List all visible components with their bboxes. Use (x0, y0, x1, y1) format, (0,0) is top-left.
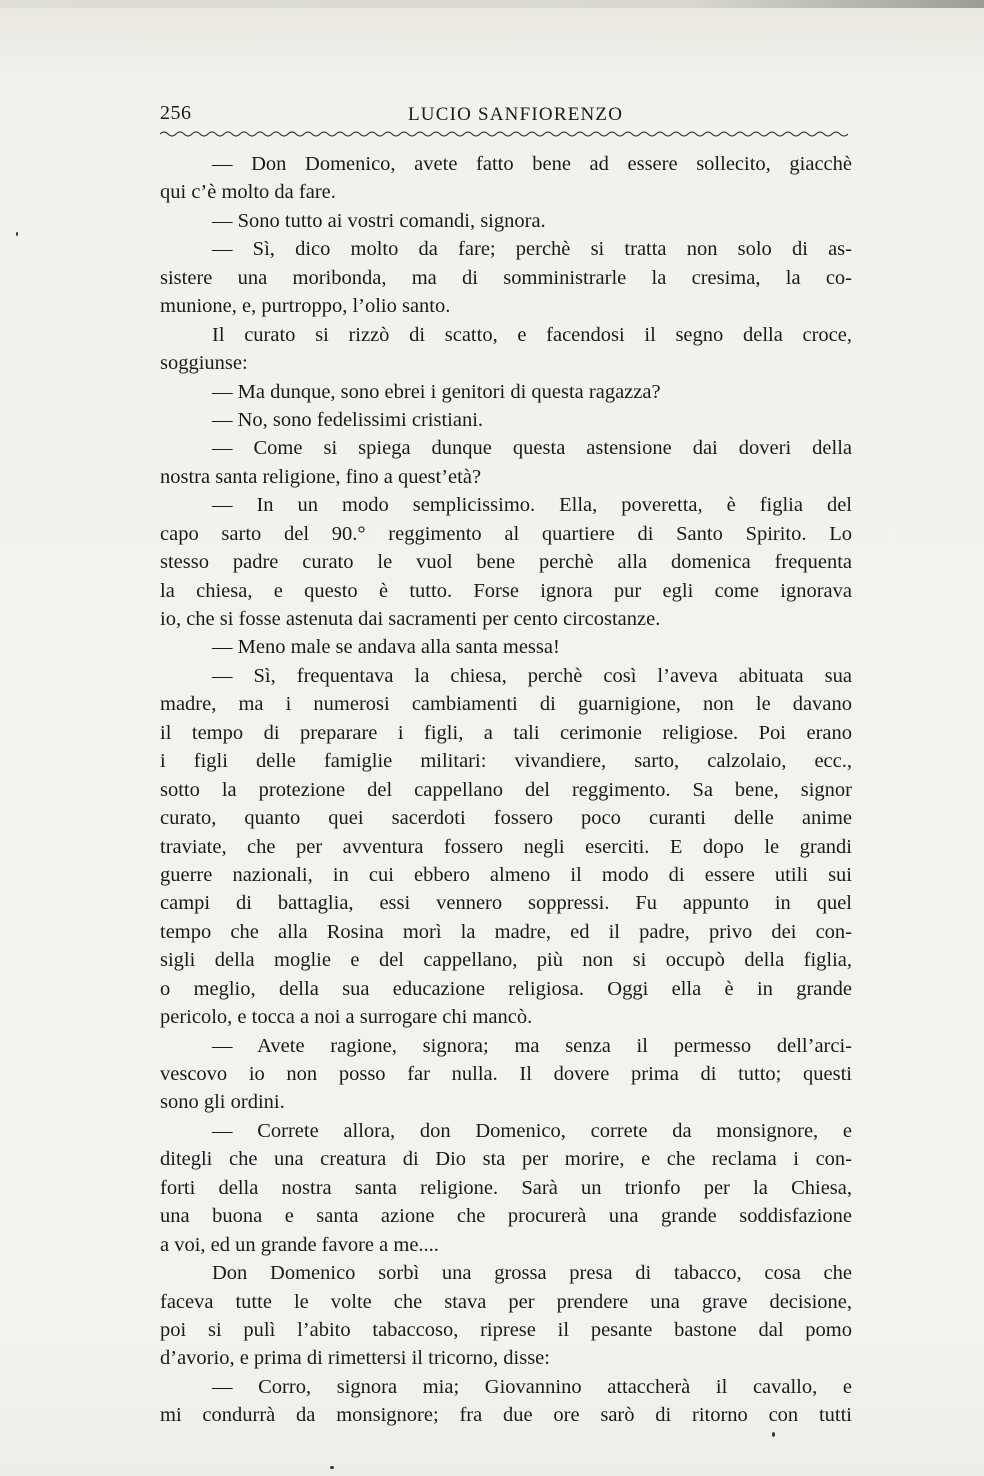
text-line: la chiesa, e questo è tutto. Forse ignora pur egli come ignorava (160, 579, 852, 602)
wavy-rule-divider (160, 128, 850, 140)
text-line: pericolo, e tocca a noi a surrogare chi mancò. (160, 1006, 533, 1029)
print-speck (772, 1432, 775, 1437)
text-line: — Correte allora, don Domenico, correte da monsignore, e (212, 1119, 852, 1142)
text-line: sigli della moglie e del cappellano, più non si occupò della figlia, (160, 949, 852, 972)
text-line: — Sì, dico molto da fare; perchè si tratta non solo di as- (212, 238, 852, 261)
text-line: soggiunse: (160, 352, 248, 375)
text-line: — No, sono fedelissimi cristiani. (212, 408, 484, 431)
page-edge-shadow (0, 0, 984, 8)
text-line: nostra santa religione, fino a quest’età? (160, 465, 482, 488)
text-line: Don Domenico sorbì una grossa presa di tabacco, cosa che (212, 1262, 852, 1285)
text-line: d’avorio, e prima di rimettersi il tricorno, disse: (160, 1347, 550, 1370)
text-line: — Corro, signora mia; Giovannino attaccherà il cavallo, e (212, 1375, 852, 1398)
text-line: munione, e, purtroppo, l’olio santo. (160, 295, 451, 318)
text-line: ditegli che una creatura di Dio sta per morire, e che reclama i con- (160, 1148, 852, 1171)
text-line: — Meno male se andava alla santa messa! (212, 636, 560, 659)
text-line: tempo che alla Rosina morì la madre, ed il padre, privo dei con- (160, 920, 852, 943)
body-text (160, 150, 852, 1430)
text-line: traviate, che per avventura fossero negli eserciti. E dopo le grandi (160, 835, 852, 858)
text-line: il tempo di preparare i figli, a tali cerimonie religiose. Poi erano (160, 721, 852, 744)
text-line: sistere una moribonda, ma di somministrarle la cresima, la co- (160, 266, 852, 289)
text-line: poi si pulì l’abito tabaccoso, riprese il pesante bastone dal pomo (160, 1318, 852, 1341)
page-header (160, 100, 850, 130)
text-line: madre, ma i numerosi cambiamenti di guarnigione, non le davano (160, 693, 852, 716)
text-line: forti della nostra santa religione. Sarà un trionfo per la Chiesa, (160, 1176, 852, 1199)
text-line: o meglio, della sua educazione religiosa. Oggi ella è in grande (160, 977, 852, 1000)
text-line: una buona e santa azione che procurerà una grande soddisfazione (160, 1205, 852, 1228)
text-line: a voi, ed un grande favore a me.... (160, 1233, 439, 1256)
text-line: mi condurrà da monsignore; fra due ore sarò di ritorno con tutti (160, 1404, 852, 1427)
text-line: i figli delle famiglie militari: vivandiere, sarto, calzolaio, ecc., (160, 750, 852, 773)
print-speck (330, 1466, 334, 1469)
print-speck (16, 232, 18, 236)
text-line: — Sono tutto ai vostri comandi, signora. (212, 209, 546, 232)
text-line: faceva tutte le volte che stava per prendere una grave decisione, (160, 1290, 852, 1313)
text-line: curato, quanto quei sacerdoti fossero poco curanti delle anime (160, 807, 852, 830)
text-line: sotto la protezione del cappellano del reggimento. Sa bene, signor (160, 778, 852, 801)
text-line: guerre nazionali, in cui ebbero almeno il modo di essere utili sui (160, 863, 852, 886)
text-line: stesso padre curato le vuol bene perchè alla domenica frequenta (160, 551, 852, 574)
text-line: Il curato si rizzò di scatto, e facendosi il segno della croce, (212, 323, 852, 346)
text-line: — Sì, frequentava la chiesa, perchè così l’aveva abituata sua (212, 664, 852, 687)
text-line: qui c’è molto da fare. (160, 181, 336, 204)
text-line: — Ma dunque, sono ebrei i genitori di questa ragazza? (212, 380, 661, 403)
text-line: vescovo io non posso far nulla. Il dovere prima di tutto; questi (160, 1063, 852, 1085)
text-line: capo sarto del 90.° reggimento al quartiere di Santo Spirito. Lo (160, 522, 852, 545)
text-line: sono gli ordini. (160, 1091, 285, 1114)
text-line: — Come si spiega dunque questa astensione dai doveri della (212, 437, 852, 460)
text-line: — Don Domenico, avete fatto bene ad essere sollecito, giacchè (212, 153, 852, 175)
text-line: — In un modo semplicissimo. Ella, poveretta, è figlia del (212, 494, 852, 517)
text-line: — Avete ragione, signora; ma senza il permesso dell’arci- (212, 1034, 852, 1057)
running-title: LUCIO SANFIORENZO (408, 104, 624, 125)
text-line: campi di battaglia, essi vennero soppressi. Fu appunto in quel (160, 892, 852, 915)
page-number: 256 (160, 102, 192, 124)
text-line: io, che si fosse astenuta dai sacramenti per cento circostanze. (160, 608, 661, 630)
